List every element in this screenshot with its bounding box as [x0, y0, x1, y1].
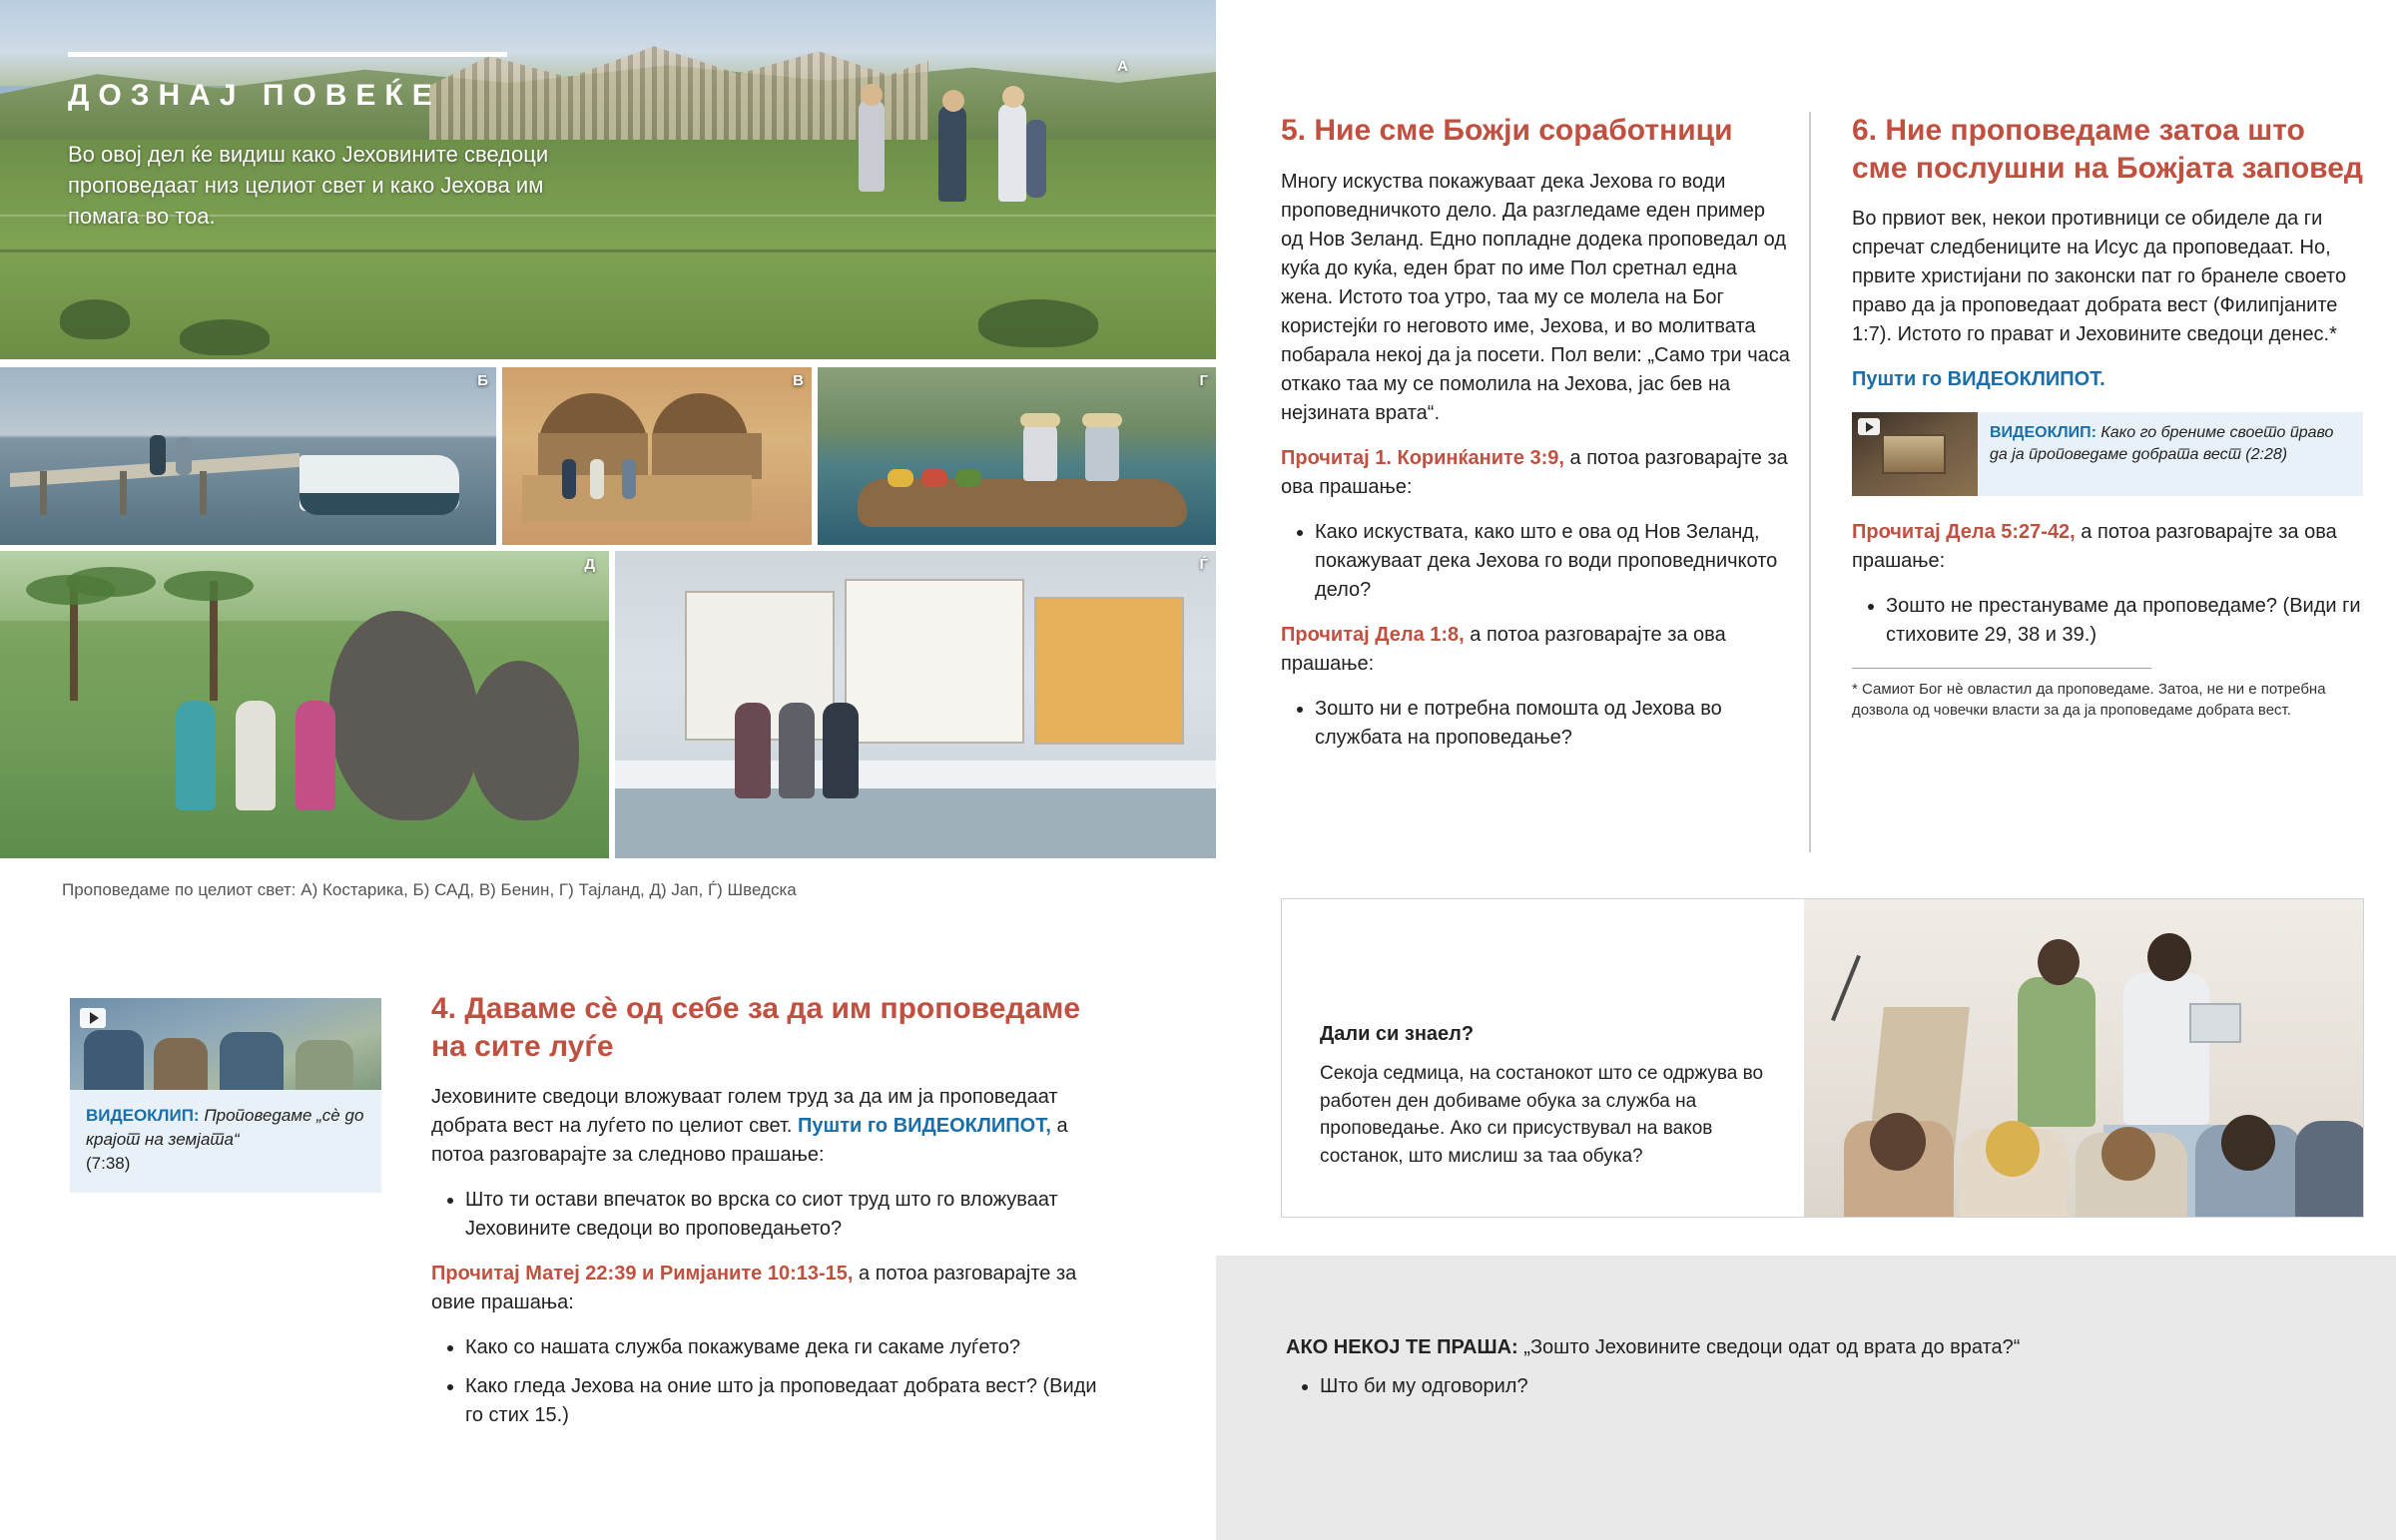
photo-house: [1034, 597, 1184, 745]
photo-hat: [1020, 413, 1060, 427]
audience-head: [2221, 1115, 2275, 1171]
section-5-scripture-1: [1281, 444, 1790, 502]
video-caption: [1978, 412, 2363, 496]
section-6: [1852, 112, 2363, 721]
meeting-illustration: [1804, 899, 2363, 1217]
video-scene: [1882, 434, 1946, 474]
list-item: • Зошто ни е потребна помошта од Јехова во службата на проповедање?: [1315, 695, 1790, 753]
play-video-link[interactable]: Пушти го ВИДЕОКЛИПОТ,: [798, 1115, 1051, 1137]
did-you-know-heading: Дали си знаел?: [1320, 1023, 1475, 1045]
ask-question: [1286, 1333, 2326, 1361]
list-item: • Како гледа Јехова на оние што ја проповедаат добрата вест? (Види го стих 15.): [465, 1372, 1110, 1430]
video-title: Проповедаме „сѐ до крајот на земјата“: [86, 1106, 364, 1149]
hero-person: [998, 104, 1026, 202]
photo-rock: [329, 611, 479, 820]
ask-question-text: „Зошто Јеховините сведоци одат од врата до врата?“: [1523, 1336, 2021, 1358]
book-prop: [2189, 1003, 2241, 1043]
did-you-know-body: Секоја седмица, на состанокот што се одржува во работен ден добиваме обука за служба на проповедање. Ако си присуствувал на ваков состанок, што мислиш за таа обука?: [1320, 1063, 1764, 1167]
hero-person: [859, 100, 885, 192]
photo-person: [1023, 419, 1057, 481]
photo-label-g: Г: [1199, 372, 1208, 389]
hero-photo-costa-rica: [0, 0, 1216, 359]
photo-label-gj: Ѓ: [1199, 556, 1208, 573]
photo-person: [823, 703, 859, 798]
hero-shrub: [978, 299, 1098, 347]
photo-sweden: [615, 551, 1216, 858]
play-icon[interactable]: [1858, 418, 1880, 435]
ask-bullets: [1286, 1375, 2326, 1398]
photo-person: [176, 701, 216, 810]
scripture-rest: а потоа разговарајте за ова прашање:: [1281, 446, 1788, 498]
footnote: [1852, 668, 2326, 721]
list-item: • Како со нашата служба покажуваме дека ги сакаме луѓето?: [465, 1333, 1110, 1362]
audience-head: [2101, 1127, 2155, 1181]
list-item: • Што ти остави впечаток во врска со сиот труд што го вложуваат Јеховините сведоци во проповедањето?: [465, 1186, 1110, 1244]
section-4-p1a: Јеховините сведоци вложуваат голем труд за да им ја проповедаат добрата вест на луѓето по целиот свет.: [431, 1086, 1058, 1137]
list-item: • Како искуствата, како што е ова од Нов Зеланд, покажуваат дека Јехова го води проповедничкото дело?: [1315, 518, 1790, 605]
photo-produce: [955, 469, 981, 487]
video-promo-left[interactable]: [70, 998, 381, 1193]
section-5-paragraph: Многу искуства покажуваат дека Јехова го води проповедничкото дело. Да разгледаме еден пример од Нов Зеланд. Едно попладне додека проповедал од куќа до куќа, еден брат по име Пол сретнал една жена. Истото тоа утро, таа му се молела на Бог користејќи го неговото име, Јехова, и во молитвата побарала некој да ја посети. Пол вели: „Само три часа откако таа му се помолила на Јехова, јас бев на нејзината врата“.: [1281, 170, 1790, 424]
photo-rock: [469, 661, 579, 820]
hero-person-head: [1002, 86, 1024, 108]
video-label: ВИДЕОКЛИП:: [86, 1106, 200, 1125]
photo-person: [562, 459, 576, 499]
photo-person: [150, 435, 166, 475]
section-4-bullets-2: [431, 1333, 1110, 1430]
photo-person: [779, 703, 815, 798]
section-6-play-link-paragraph: [1852, 365, 2363, 394]
photo-label-b: Б: [477, 372, 488, 389]
video-figure: [220, 1032, 284, 1090]
speaker-figure: [2018, 977, 2096, 1127]
photo-post: [120, 471, 127, 515]
scripture-rest: а потоа разговарајте за овие прашања:: [431, 1263, 1077, 1313]
hero-photo-label: А: [1117, 58, 1128, 75]
hero-person-head: [942, 90, 964, 112]
photo-produce: [888, 469, 913, 487]
hero-person-head: [861, 84, 883, 106]
column-divider: [1809, 112, 1811, 852]
section-5: [1281, 112, 1790, 769]
photo-person: [296, 701, 335, 810]
section-4: [431, 990, 1110, 1446]
hero-shrub: [180, 319, 270, 355]
photo-post: [40, 471, 47, 515]
section-6-bullets-1: [1852, 592, 2363, 650]
hero-text: Во овој дел ќе видиш како Јеховините сведоци проповедаат низ целиот свет и како Јехова им помага во тоа.: [68, 142, 549, 230]
photo-boat-hull: [300, 493, 459, 515]
audience-head: [1870, 1113, 1926, 1171]
photo-house: [845, 579, 1024, 744]
hero-person: [938, 106, 966, 202]
audience-member: [2295, 1121, 2363, 1217]
photo-post: [200, 471, 207, 515]
photo-person: [622, 459, 636, 499]
section-6-title: 6. Ние проповедаме затоа што сме послушни на Божјата заповед: [1852, 114, 2363, 185]
section-5-bullets-2: [1281, 695, 1790, 753]
photo-palm-frond: [66, 567, 156, 597]
photo-usa: [0, 367, 496, 545]
section-4-scripture-2: [431, 1260, 1110, 1317]
video-thumbnail[interactable]: [1852, 412, 1978, 496]
photo-benin: [502, 367, 812, 545]
speaker-head: [2038, 939, 2080, 985]
footnote-text: * Самиот Бог нѐ овластил да проповедаме. Затоа, не ни е потребна дозвола од човечки власти за да ја проповедаме добрата вест.: [1852, 681, 2326, 719]
did-you-know-panel: [1281, 898, 2364, 1218]
hero-fence: [0, 250, 1216, 253]
photo-label-d: Д: [584, 556, 595, 573]
ask-prefix: АКО НЕКОЈ ТЕ ПРАША:: [1286, 1336, 1518, 1358]
section-4-paragraph: [431, 1083, 1110, 1170]
play-icon[interactable]: [80, 1008, 106, 1028]
hero-shrub: [60, 299, 130, 339]
photo-thailand: [818, 367, 1216, 545]
photo-person: [1085, 419, 1119, 481]
video-figure: [154, 1038, 208, 1090]
scripture-rest: а потоа разговарајте за ова прашање:: [1281, 623, 1726, 675]
did-you-know-text: [1320, 1023, 1799, 1170]
photo-label-v: В: [793, 372, 804, 389]
section-5-bullets-1: [1281, 518, 1790, 605]
audience-head: [1986, 1121, 2040, 1177]
photo-produce: [921, 469, 947, 487]
section-4-p1b: а потоа разговарајте за следново прашање:: [431, 1115, 1068, 1166]
photo-caption: Проповедаме по целиот свет: А) Костарика, Б) САД, В) Бенин, Г) Тајланд, Д) Јап, Ѓ) Шведска: [62, 880, 797, 899]
hero-rule: [68, 52, 507, 57]
list-item: • Што би му одговорил?: [1320, 1375, 2326, 1398]
section-5-title: 5. Ние сме Божји соработници: [1281, 114, 1733, 147]
speaker-head: [2147, 933, 2191, 981]
list-item: • Зошто не престануваме да проповедаме? (Види ги стиховите 29, 38 и 39.): [1886, 592, 2363, 650]
video-thumbnail[interactable]: [70, 998, 381, 1090]
video-title: Како го брениме своето право да ја проповедаме добрата вест (2:28): [1990, 424, 2334, 463]
photo-palm-frond: [164, 571, 254, 601]
scripture-reference[interactable]: Прочитај Дела 1:8,: [1281, 623, 1465, 646]
hero-overlay: [68, 52, 597, 233]
microphone-stand: [1831, 955, 1861, 1021]
video-figure: [296, 1040, 353, 1090]
scripture-reference[interactable]: Прочитај 1. Коринќаните 3:9,: [1281, 446, 1564, 469]
video-duration: (7:38): [86, 1153, 131, 1173]
section-4-title: 4. Даваме сѐ од себе за да им проповедаме на сите луѓе: [431, 992, 1081, 1063]
section-6-scripture-1: [1852, 518, 2363, 576]
scripture-reference[interactable]: Прочитај Матеј 22:39 и Римјаните 10:13-15,: [431, 1263, 854, 1284]
speaker-figure: [2123, 973, 2209, 1125]
video-caption: [70, 1090, 381, 1175]
hero-kicker: ДОЗНАЈ ПОВЕЌЕ: [68, 79, 441, 112]
photo-person: [236, 701, 276, 810]
video-label: ВИДЕОКЛИП:: [1990, 424, 2096, 441]
scripture-rest: а потоа разговарајте за ова прашање:: [1852, 521, 2337, 572]
play-video-link[interactable]: Пушти го ВИДЕОКЛИПОТ.: [1852, 368, 2105, 390]
photo-japan: [0, 551, 609, 858]
photo-hat: [1082, 413, 1122, 427]
section-5-scripture-2: [1281, 621, 1790, 679]
hero-person: [1026, 120, 1046, 198]
photo-wall: [522, 475, 752, 521]
photo-canal: [615, 788, 1216, 858]
section-6-paragraph: Во првиот век, некои противници се обиделе да ги спречат следбениците на Исус да проповедаат. Но, првите христијани по законски пат го бранеле своето право да ја проповедаат добрата вест (Филипјаните 1:7). Истото го прават и Јеховините сведоци денес.*: [1852, 208, 2347, 345]
video-promo-right[interactable]: [1852, 412, 2363, 496]
photo-person: [590, 459, 604, 499]
video-figure: [84, 1030, 144, 1090]
photo-hut: [652, 393, 748, 471]
section-4-bullets-1: [431, 1186, 1110, 1244]
scripture-reference[interactable]: Прочитај Дела 5:27-42,: [1852, 521, 2076, 543]
ask-someone-bar: [1216, 1256, 2396, 1540]
photo-person: [735, 703, 771, 798]
photo-person: [176, 437, 192, 475]
